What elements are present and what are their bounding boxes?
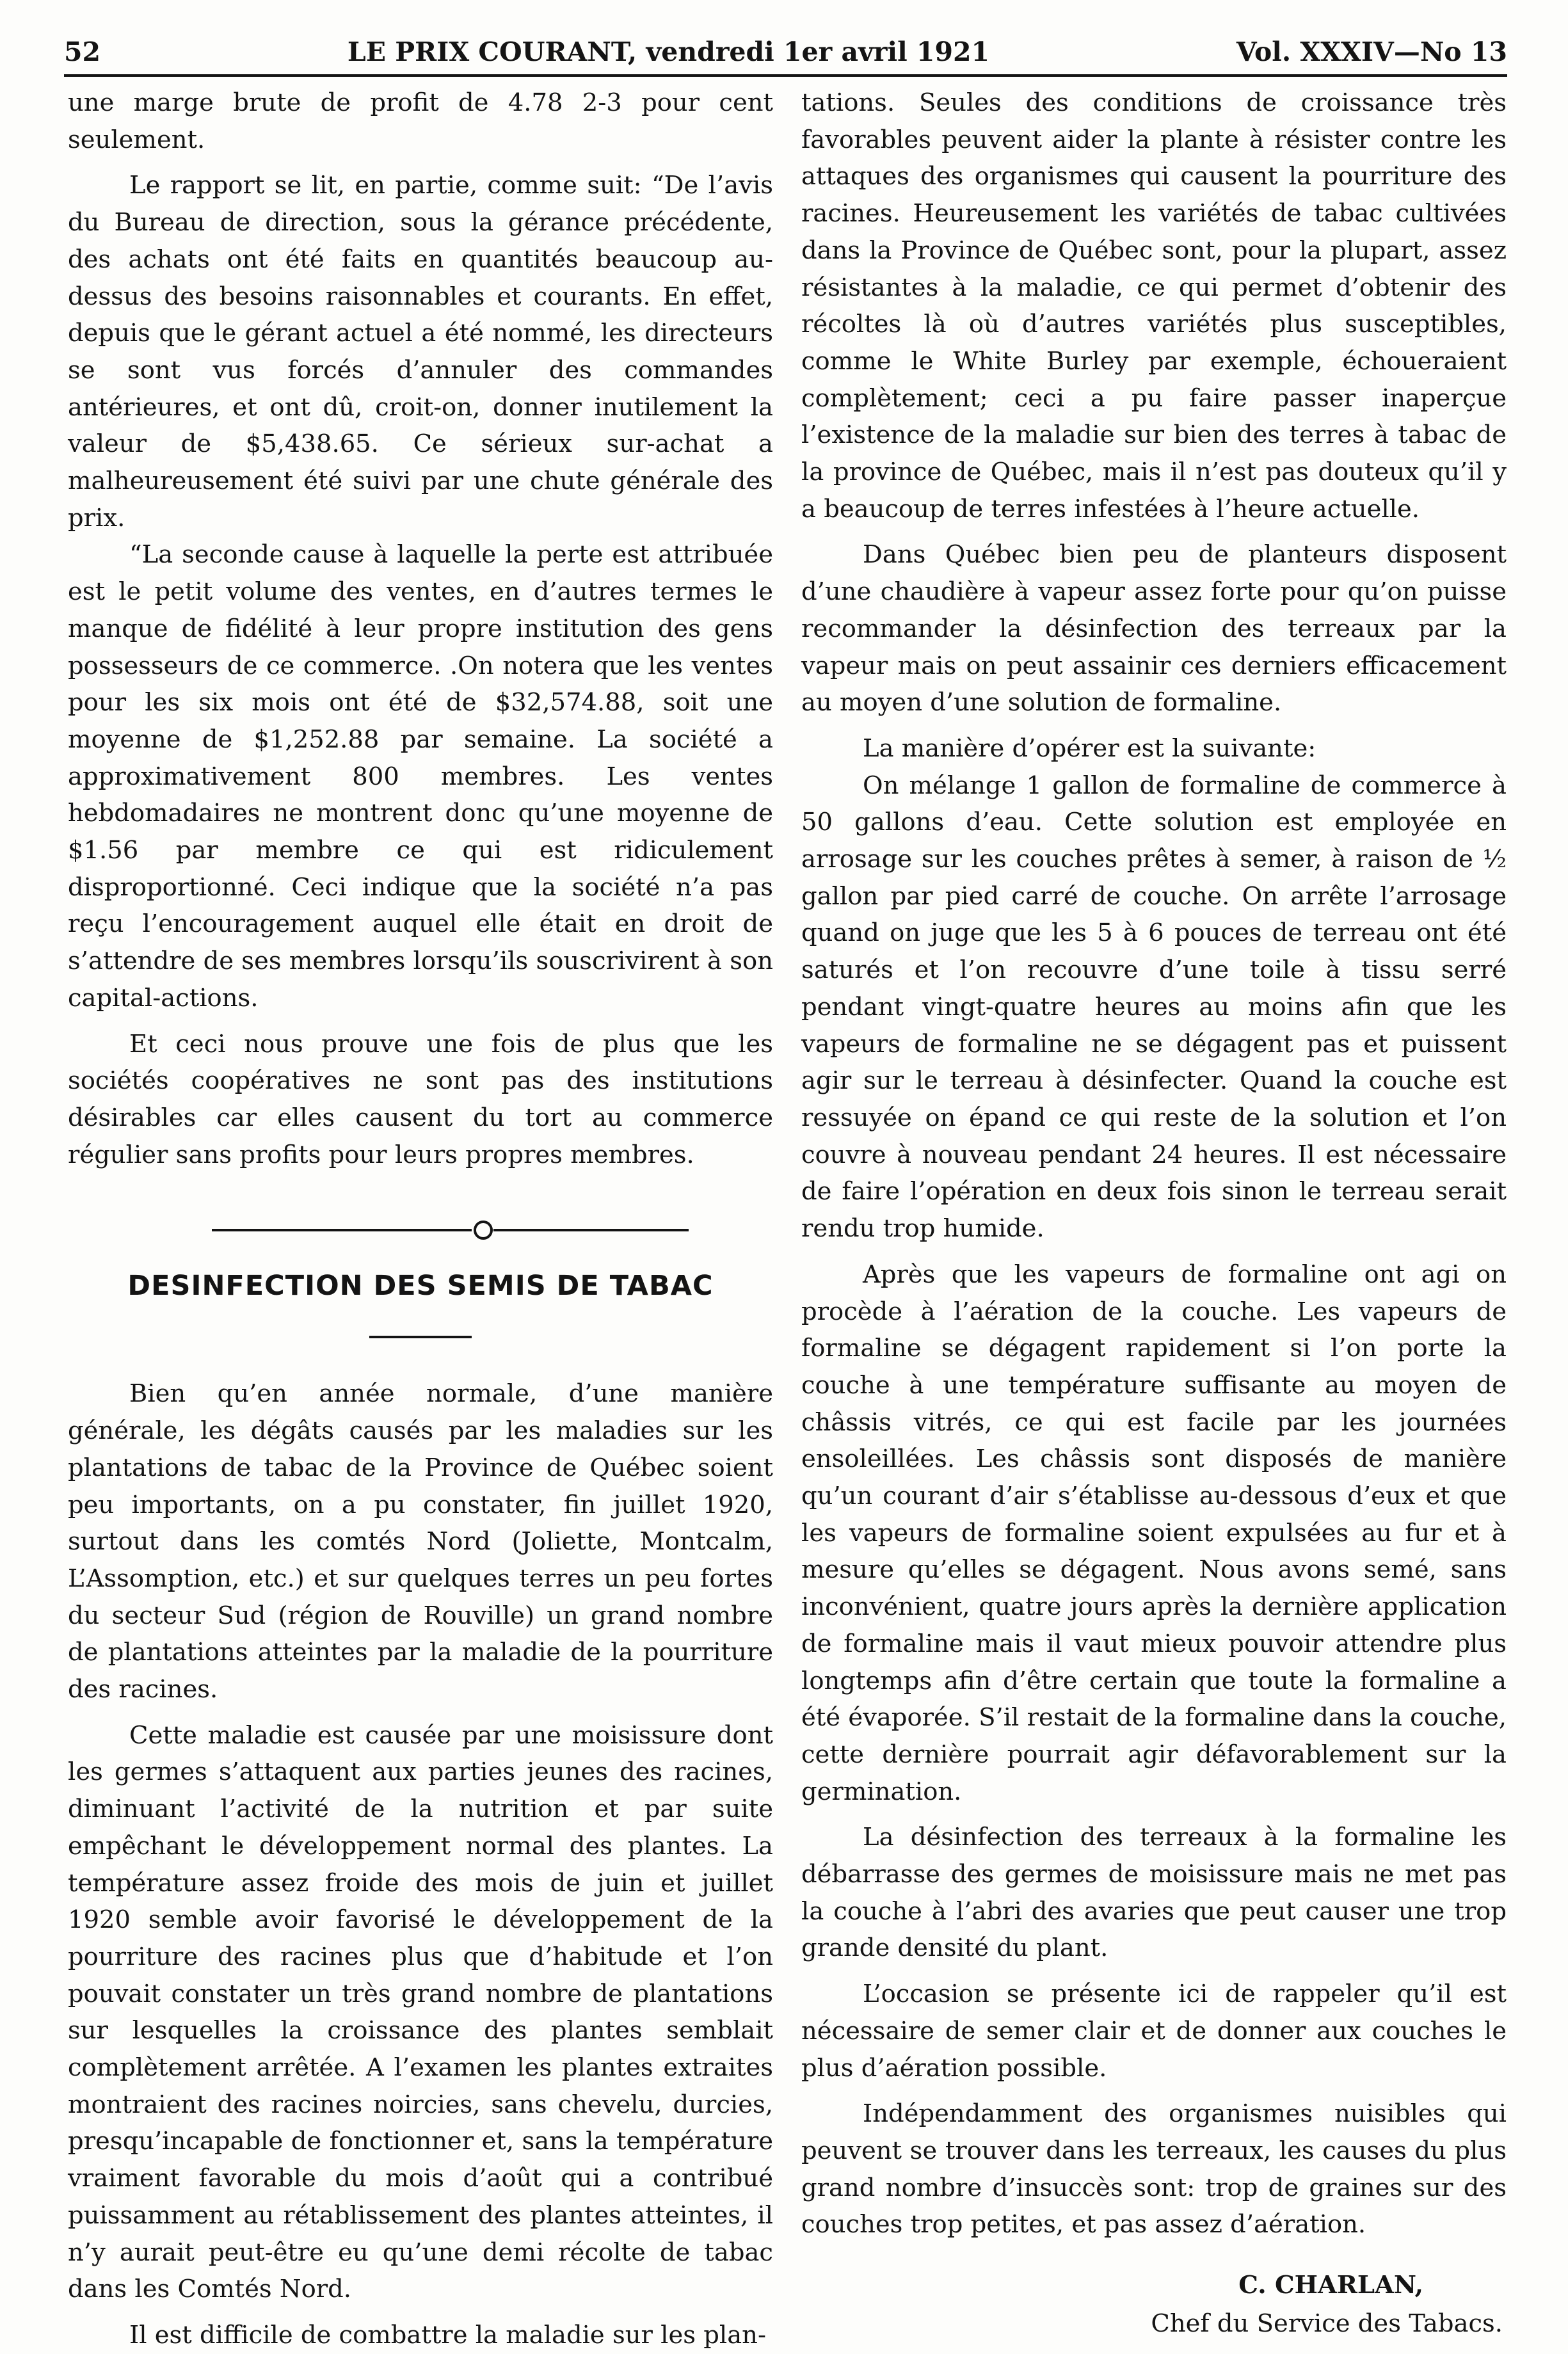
paragraph: Indépendamment des organismes nuisibles qui peuvent se trouver dans les terreaux, les causes du plus grand nombre d’insuccès sont: trop de graines sur des couches trop petites, et pas assez d’aération. [801,2099,1507,2239]
page-number: 52 [64,36,101,67]
signature-title: Chef du Service des Tabacs. [1151,2309,1503,2339]
right-column [801,84,1507,2343]
publication-title: LE PRIX COURANT, vendredi 1er avril 1921 [347,36,990,67]
volume-number: Vol. XXXIV—No 13 [1236,36,1507,67]
paragraph: La manière d’opérer est la suivante: [863,733,1316,763]
divider-ornament-icon [474,1221,493,1240]
page-header [64,26,1507,65]
paragraph: On mélange 1 gallon de formaline de commerce à 50 gallons d’eau. Cette solution est employée en arrosage sur les couches prêtes à semer, à raison de ½ gallon par pied carré de couche. On arrête l’arrosage quand on juge que les 5 à 6 pouces de terreau ont été saturés et l’on recouvre d’une toile à tissu serré pendant vingt-quatre heures au moins afin que les vapeurs de formaline ne se dégagent pas et puissent agir sur le terreau à désinfecter. Quand la couche est ressuyée on épand ce qui reste de la solution et l’on couvre à nouveau pendant 24 heures. Il est nécessaire de faire l’opération en deux fois sinon le terreau serait rendu trop humide. [801,771,1507,1244]
paragraph: Il est difficile de combattre la maladie sur les plan- [129,2320,766,2350]
ornamental-divider [68,1212,773,1250]
paragraph: Bien qu’en année normale, d’une manière générale, les dégâts causés par les maladies sur les plantations de tabac de la Province de Québec soient peu importants, on a pu constater, fin juillet 1920, surtout dans les comtés Nord (Joliette, Montcalm, L’Assomption, etc.) et sur quelques terres un peu fortes du secteur Sud (région de Rouville) un grand nombre de plantations atteintes par la maladie de la pourriture des racines. [68,1379,773,1704]
paragraph: La désinfection des terreaux à la formaline les débarrasse des germes de moisissure mais ne met pas la couche à l’abri des avaries que peut causer une trop grande densité du plant. [801,1823,1507,1963]
paragraph: “La seconde cause à laquelle la perte est attribuée est le petit volume des ventes, en d’autres termes le manque de fidélité à leur propre institution des gens possesseurs de ce commerce. .On notera que les ventes pour les six mois ont été de $32,574.88, soit une moyenne de $1,252.88 par semaine. La société a approximativement 800 membres. Les ventes hebdomadaires ne montrent donc qu’une moyenne de $1.56 par membre ce qui est ridiculement disproportionné. Ceci indique que la société n’a pas reçu l’encouragement auquel elle était en droit de s’attendre de ses membres lorsqu’ils souscrivirent à son capital-actions. [68,540,773,1013]
section-title: DESINFECTION DES SEMIS DE TABAC [127,1270,714,1302]
paragraph: L’occasion se présente ici de rappeler qu’il est nécessaire de semer clair et de donner aux couches le plus d’aération possible. [801,1980,1507,2083]
signature-name: C. CHARLAN, [1238,2271,1423,2300]
left-column [68,84,773,2354]
paragraph: Après que les vapeurs de formaline ont agi on procède à l’aération de la couche. Les vapeurs de formaline se dégagent rapidement si l’on porte la couche à une température suffisante au moyen de châssis vitrés, ce qui est facile par les journées ensoleillées. Les châssis sont disposés de manière qu’un courant d’air s’établisse au-dessous d’eux et que les vapeurs de formaline soient expulsées au fur et à mesure qu’elles se dégagent. Nous avons semé, sans inconvénient, quatre jours après la dernière application de formaline mais il vaut mieux pouvoir attendre plus longtemps afin d’être certain que toute la formaline a été évaporée. S’il restait de la formaline dans la couche, cette dernière pourrait agir défavorablement sur la germination. [801,1260,1507,1806]
signature [801,2266,1507,2343]
paragraph: Le rapport se lit, en partie, comme suit: “De l’avis du Bureau de direction, sous la gérance précédente, des achats ont été faits en quantités beaucoup au-dessus des besoins raisonnables et courants. En effet, depuis que le gérant actuel a été nommé, les directeurs se sont vus forcés d’annuler des commandes antérieures, et ont dû, croit-on, donner inutilement la valeur de $5,438.65. Ce sérieux sur-achat a malheureusement été suivi par une chute générale des prix. [68,171,773,532]
paragraph: Dans Québec bien peu de planteurs disposent d’une chaudière à vapeur assez forte pour qu’on puisse recommander la désinfection des terreaux par la vapeur mais on peut assainir ces derniers efficacement au moyen d’une solution de formaline. [801,540,1507,717]
paragraph: une marge brute de profit de 4.78 2-3 pour cent seulement. [68,88,773,154]
title-rule [369,1336,472,1338]
paragraph: tations. Seules des conditions de croissance très favorables peuvent aider la plante à résister contre les attaques des organismes qui causent la pourriture des racines. Heureusement les variétés de tabac cultivées dans la Province de Québec sont, pour la plupart, assez résistantes à la maladie, ce qui permet d’obtenir des récoltes là où d’autres variétés plus susceptibles, comme le White Burley par exemple, échoueraient complètement; ceci a pu faire passer inaperçue l’existence de la maladie sur bien des terres à tabac de la province de Québec, mais il n’est pas douteux qu’il y a beaucoup de terres infestées à l’heure actuelle. [801,88,1507,524]
paragraph: Cette maladie est causée par une moisissure dont les germes s’attaquent aux parties jeunes des racines, diminuant l’activité de la nutrition et par suite empêchant le développement normal des plantes. La température assez froide des mois de juin et juillet 1920 semble avoir favorisé le développement de la pourriture des racines plus que d’habitude et l’on pouvait constater un très grand nombre de plantations sur lesquelles la croissance des plantes semblait complètement arrêtée. A l’examen les plantes extraites montraient des racines noircies, sans chevelu, durcies, presqu’incapable de fonctionner et, sans la température vraiment favorable du mois d’août qui a contribué puissamment au rétablissement des plantes atteintes, il n’y aurait peut-être eu qu’une demi récolte de tabac dans les Comtés Nord. [68,1720,773,2304]
header-rule [64,74,1507,77]
paragraph: Et ceci nous prouve une fois de plus que les sociétés coopératives ne sont pas des institutions désirables car elles causent du tort au commerce régulier sans profits pour leurs propres membres. [68,1029,773,1169]
